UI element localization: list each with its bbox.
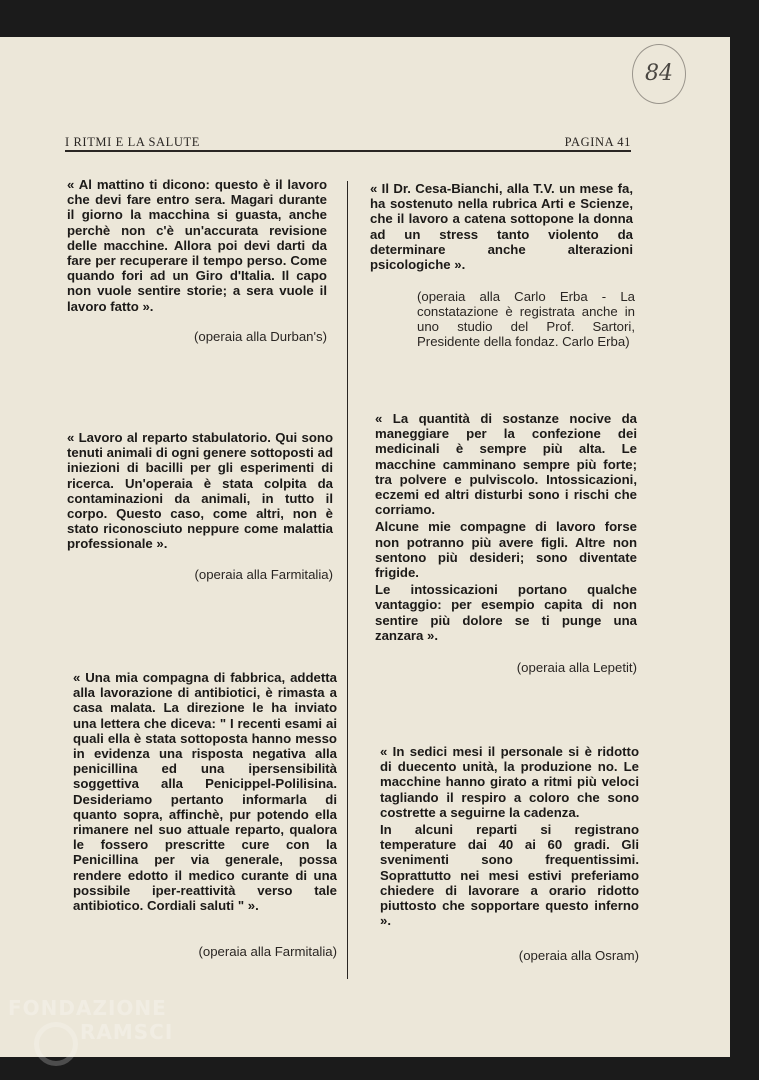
attribution-farmitalia-1: (operaia alla Farmitalia) <box>194 567 333 582</box>
quote-carlo-erba <box>370 181 633 274</box>
quote-paragraph: « Il Dr. Cesa-Bianchi, alla T.V. un mese fa, ha sostenuto nella rubrica Arti e Scienze, che il lavoro a catena sottopone la donna ad un stress tanto violento da determinare anche alterazioni psicologiche ». <box>370 181 633 273</box>
quote-farmitalia-1 <box>67 430 333 554</box>
attribution-farmitalia-2: (operaia alla Farmitalia) <box>198 944 337 959</box>
quote-paragraph: « In sedici mesi il personale si è ridotto di duecento unità, la produzione no. Le macchine hanno girato a ritmi più veloci tagliando il respiro a coloro che sono costrette a seguirne la cadenza. <box>380 744 639 820</box>
page-number: PAGINA 41 <box>564 135 631 149</box>
quote-paragraph: « Lavoro al reparto stabulatorio. Qui sono tenuti animali di ogni genere sottoposti ad iniezioni di bacilli per gli esperimenti di ricerca. Un'operaia è stata colpita da contaminazioni da animali, in tutto il corpo. Questo caso, come altri, non è stato riconosciuto neppure come malattia professionale ». <box>67 430 333 552</box>
quote-osram <box>380 744 639 930</box>
column-divider <box>347 181 348 979</box>
quote-paragraph: « Al mattino ti dicono: questo è il lavoro che devi fare entro sera. Magari durante il giorno la macchina si guasta, anche perchè non c'è un'accurata revisione delle macchine. Allora poi devi darti da fare per recuperare il tempo perso. Come quando fori ad un Giro d'Italia. Il capo non vuole sentire storie; a sera vuole il lavoro fatto ». <box>67 177 327 314</box>
attribution-osram: (operaia alla Osram) <box>518 948 639 963</box>
quote-paragraph: In alcuni reparti si registrano temperature dai 40 ai 60 gradi. Gli svenimenti sono frequentissimi. Soprattutto nei mesi estivi preferiamo chiedere di lavorare a orario ridotto piuttosto che sopportare questo inferno ». <box>380 822 639 929</box>
attribution-lepetit: (operaia alla Lepetit) <box>516 660 637 675</box>
quote-paragraph: « La quantità di sostanze nocive da maneggiare per la confezione dei medicinali è sempre più alta. Le macchine camminano sempre più forte; tra polvere e pulviscolo. Intossicazioni, eczemi ed altri disturbi sono i rischi che corriamo. <box>375 411 637 518</box>
quote-paragraph: Alcune mie compagne di lavoro forse non potranno più avere figli. Altre non sentono più desideri; sono diventate frigide. <box>375 519 637 581</box>
attribution-carlo-erba: (operaia alla Carlo Erba - La constatazione è registrata anche in uno studio del Prof. Sartori, Presidente della fondaz. Carlo Erba) <box>417 289 635 349</box>
quote-durbans <box>67 177 327 316</box>
running-title: I RITMI E LA SALUTE <box>65 135 200 149</box>
quote-paragraph: « Una mia compagna di fabbrica, addetta alla lavorazione di antibiotici, è rimasta a casa malata. La direzione le ha inviato una lettera che diceva: " I recenti esami ai quali ella è stata sottoposta hanno messo in evidenza una risposta negativa alla penicillina ed una ipersensibilità soggettiva alla Penicippel-Polilisina. Desideriamo pertanto informarla di quanto sopra, affinchè, pur potendo ella rimanere nel suo attuale reparto, qualora le fossero prescritte cure con la Penicillina per via generale, possa rendere edotto il medico curante di una possibile iper-reattività verso tale antibiotico. Cordiali saluti " ». <box>73 670 337 914</box>
quote-paragraph: Le intossicazioni portano qualche vantaggio: per esempio capita di non sentire più dolore se ti punge una zanzara ». <box>375 582 637 643</box>
handwritten-page-number: 84 <box>632 44 686 104</box>
quote-farmitalia-2 <box>73 670 337 915</box>
watermark-logo: FONDAZIONE RAMSCI <box>8 996 174 1044</box>
attribution-durbans: (operaia alla Durban's) <box>194 329 327 344</box>
quote-lepetit <box>375 411 637 645</box>
header-rule <box>65 150 631 152</box>
